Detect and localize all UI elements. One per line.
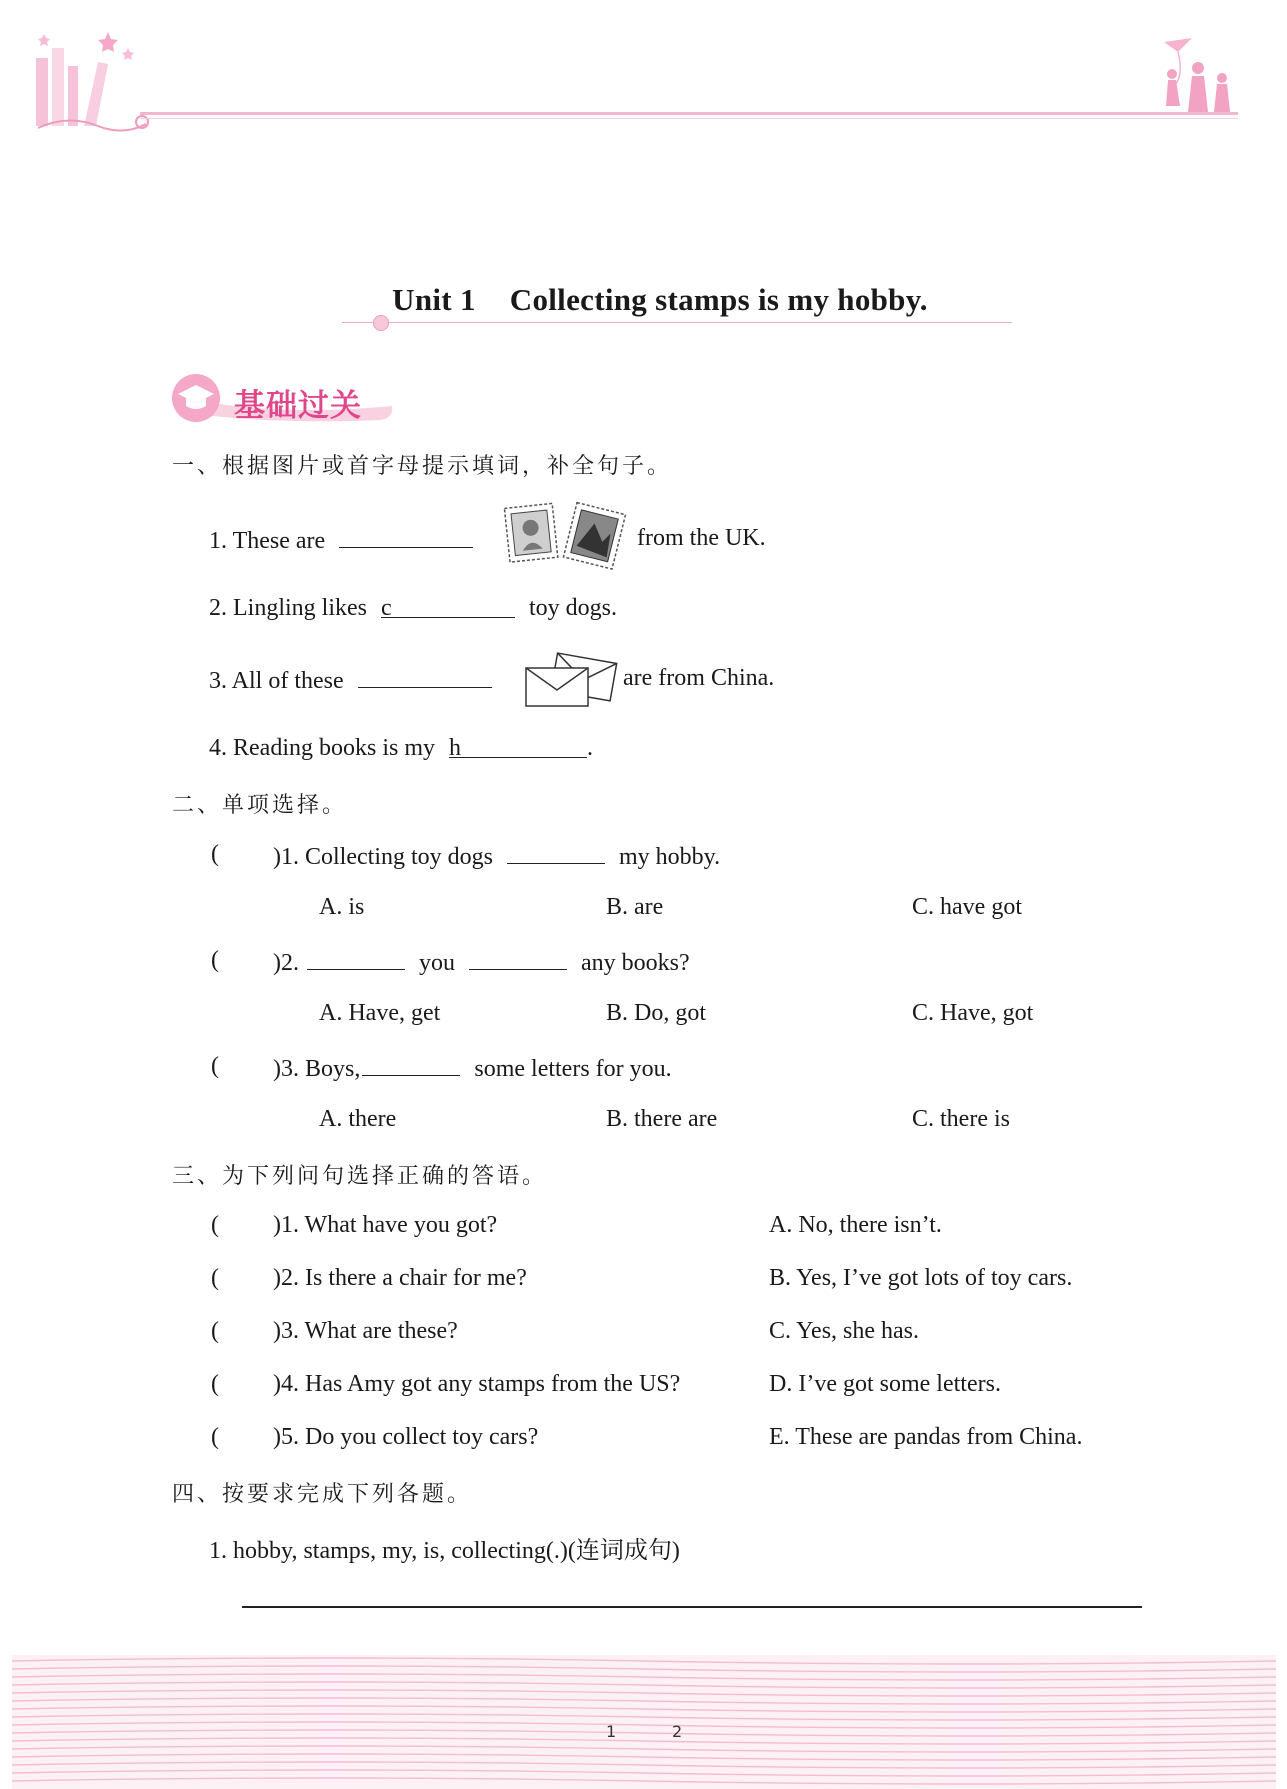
s3-question-2: )2. Is there a chair for me? — [273, 1265, 527, 1291]
s2-q1-num: )1. — [273, 844, 299, 870]
page-number-left: 1 — [606, 1722, 617, 1741]
s2-q2-mid: you — [419, 950, 455, 976]
header-rule — [140, 112, 1238, 115]
s4-answer-line[interactable] — [242, 1606, 1142, 1608]
title-dot — [373, 315, 389, 331]
s2-q2-blank-1 — [307, 947, 405, 970]
page-title — [300, 282, 1020, 318]
s2-q3-option-c: C. there is — [912, 1106, 1010, 1132]
letters-envelope-icon — [524, 652, 618, 710]
s3-q1-paren[interactable]: ( — [211, 1212, 219, 1238]
s1-item-3-post: are from China. — [623, 665, 775, 691]
section-badge — [168, 372, 398, 424]
s2-q2-option-a: A. Have, get — [319, 1000, 441, 1026]
s3-question-1: )1. What have you got? — [273, 1212, 498, 1238]
s2-q2 — [273, 947, 690, 977]
s1-item-4-letter: h — [449, 735, 461, 761]
s2-q1-blank — [507, 841, 605, 864]
unit-title: Collecting stamps is my hobby. — [509, 282, 928, 317]
s1-item-4-blank[interactable] — [449, 735, 587, 761]
s3-q4-paren[interactable]: ( — [211, 1371, 219, 1397]
s3-question-3: )3. What are these? — [273, 1318, 458, 1344]
s3-answer-b: B. Yes, I’ve got lots of toy cars. — [769, 1265, 1073, 1291]
s2-q3-blank — [362, 1053, 460, 1076]
s3-q2-paren[interactable]: ( — [211, 1265, 219, 1291]
s2-q3-post: some letters for you. — [474, 1056, 672, 1082]
s1-item-2-letter: c — [381, 595, 392, 621]
s2-q1-post: my hobby. — [619, 844, 721, 870]
s2-q1-option-b: B. are — [606, 894, 664, 920]
s2-q2-post: any books? — [581, 950, 690, 976]
books-ornament-icon — [28, 18, 158, 133]
s4-item-1: 1. hobby, stamps, my, is, collecting(.)(连词成句) — [209, 1538, 680, 1564]
section-4-heading: 四、按要求完成下列各题。 — [172, 1482, 473, 1507]
s1-item-4-post: . — [587, 735, 593, 761]
s1-item-1-blank[interactable] — [339, 525, 473, 548]
stamps-picture-icon — [503, 500, 629, 574]
s2-q2-blank-2 — [469, 947, 567, 970]
s2-q1-option-c: C. have got — [912, 894, 1022, 920]
s1-item-4-pre: 4. Reading books is my — [209, 735, 435, 761]
children-kite-icon — [1156, 36, 1246, 118]
s2-q1-option-a: A. is — [319, 894, 365, 920]
s1-item-4 — [209, 735, 593, 762]
header-rule-thin — [140, 118, 1238, 119]
s2-q2-option-c: C. Have, got — [912, 1000, 1034, 1026]
s2-q3-num: )3. — [273, 1056, 299, 1082]
section-2-heading: 二、单项选择。 — [172, 793, 348, 818]
s2-q3-option-b: B. there are — [606, 1106, 718, 1132]
footer-wave-band — [12, 1655, 1276, 1789]
s3-answer-a: A. No, there isn’t. — [769, 1212, 942, 1238]
section-1-heading: 一、根据图片或首字母提示填词，补全句子。 — [172, 454, 673, 479]
s2-q3-paren[interactable]: ( — [211, 1053, 219, 1079]
s2-q2-num: )2. — [273, 950, 299, 976]
section-3-heading: 三、为下列问句选择正确的答语。 — [172, 1164, 548, 1189]
s1-item-2 — [209, 595, 617, 622]
s1-item-1 — [209, 525, 481, 555]
unit-label: Unit 1 — [392, 282, 476, 317]
s2-q3 — [273, 1053, 672, 1083]
s3-answer-d: D. I’ve got some letters. — [769, 1371, 1001, 1397]
title-underline — [342, 322, 1012, 323]
s1-item-3-blank[interactable] — [358, 665, 492, 688]
s1-item-1-pre: 1. These are — [209, 528, 326, 554]
s3-q3-paren[interactable]: ( — [211, 1318, 219, 1344]
s1-item-2-pre: 2. Lingling likes — [209, 595, 367, 621]
s2-q1 — [273, 841, 720, 871]
s2-q1-paren[interactable]: ( — [211, 841, 219, 867]
page-number-right: 2 — [672, 1722, 683, 1741]
s3-answer-c: C. Yes, she has. — [769, 1318, 920, 1344]
s1-item-3-pre: 3. All of these — [209, 668, 344, 694]
s1-item-1-post: from the UK. — [637, 525, 766, 551]
badge-label: 基础过关 — [234, 388, 362, 424]
s2-q3-pre: Boys, — [305, 1056, 361, 1082]
s3-question-5: )5. Do you collect toy cars? — [273, 1424, 539, 1450]
s3-q5-paren[interactable]: ( — [211, 1424, 219, 1450]
s2-q2-paren[interactable]: ( — [211, 947, 219, 973]
s2-q3-option-a: A. there — [319, 1106, 397, 1132]
s1-item-3 — [209, 665, 500, 695]
s1-item-2-post: toy dogs. — [529, 595, 618, 621]
s3-answer-e: E. These are pandas from China. — [769, 1424, 1083, 1450]
s1-item-2-blank[interactable] — [381, 595, 515, 621]
s3-question-4: )4. Has Amy got any stamps from the US? — [273, 1371, 681, 1397]
s2-q1-pre: Collecting toy dogs — [305, 844, 493, 870]
s2-q2-option-b: B. Do, got — [606, 1000, 707, 1026]
